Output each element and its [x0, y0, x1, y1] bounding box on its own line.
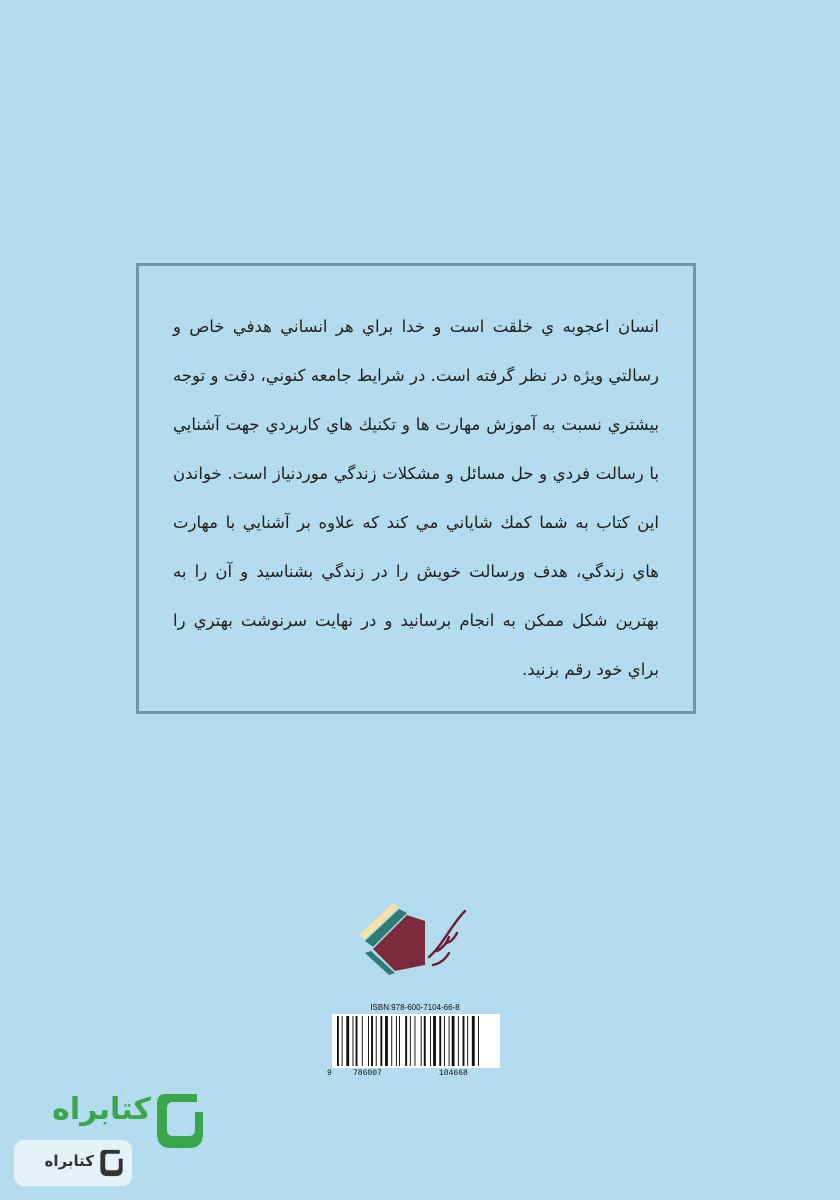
- barcode-bar: [380, 1016, 382, 1066]
- barcode-digit-first: 9: [327, 1069, 332, 1078]
- barcode-bar: [396, 1016, 397, 1066]
- watermark-small-brand-text: کتابراه: [44, 1152, 94, 1170]
- barcode-bar: [376, 1016, 377, 1066]
- barcode-bar: [452, 1016, 455, 1066]
- barcode-bar: [415, 1016, 416, 1066]
- barcode-bar: [458, 1016, 459, 1066]
- barcode-block: [327, 1003, 503, 1081]
- barcode-bar: [472, 1016, 475, 1066]
- watermark-brand-text: کتابراه: [52, 1092, 151, 1127]
- barcode-bar: [342, 1016, 343, 1066]
- barcode-bar: [368, 1016, 369, 1066]
- barcode-bar: [430, 1016, 431, 1066]
- kitabrah-small-logo-icon: [98, 1148, 126, 1178]
- barcode-bar: [346, 1016, 349, 1066]
- barcode-bar: [444, 1016, 445, 1066]
- isbn-label: ISBN:978-600-7104-66-8: [370, 1003, 460, 1012]
- book-blurb: انسان اعجوبه ي خلقت است و خدا براي هر انساني هدفي خاص و رسالتي ويژه در نظر گرفته است. در شرايط جامعه كنوني، دقت و توجه بيشتري نسبت به آموزش مهارت ها و تكنيك هاي كاربردي جهت آشنايي با رسالت فردي و حل مسائل و مشكلات زندگي موردنياز است. خواندن اين كتاب به شما كمك شاياني مي كند كه علاوه بر آشنايي با مهارت هاي زندگي، هدف ورسالت خويش را در زندگي بشناسيد و آن را به بهترين شكل ممكن به انجام برسانيد و در نهايت سرنوشت بهتري را براي خود رقم بزنيد.: [173, 317, 659, 679]
- barcode-bar: [391, 1016, 392, 1066]
- kitabrah-watermark-small: [14, 1140, 132, 1186]
- barcode-bar: [337, 1016, 339, 1066]
- barcode-bar: [449, 1016, 450, 1066]
- barcode-bar: [371, 1016, 373, 1066]
- barcode-bar: [433, 1016, 436, 1066]
- barcode-digits-left: 786007: [353, 1069, 382, 1078]
- barcode-digits-right: 104668: [439, 1069, 468, 1078]
- barcode-bar: [353, 1016, 354, 1066]
- publisher-logo: [355, 895, 475, 975]
- barcode-bar: [405, 1016, 407, 1066]
- barcode-bar: [467, 1016, 468, 1066]
- barcode-bar: [478, 1016, 479, 1066]
- barcode-bar: [385, 1016, 388, 1066]
- barcode-bar: [399, 1016, 400, 1066]
- kitabrah-logo-icon: [153, 1090, 209, 1152]
- barcode-bar: [439, 1016, 441, 1066]
- barcode-bar: [463, 1016, 465, 1066]
- barcode-bar: [362, 1016, 363, 1066]
- barcode-bar: [424, 1016, 426, 1066]
- barcode-bar: [356, 1016, 358, 1066]
- barcode: [332, 1014, 500, 1068]
- barcode-bar: [410, 1016, 411, 1066]
- description-frame: [136, 263, 696, 714]
- barcode-bar: [421, 1016, 422, 1066]
